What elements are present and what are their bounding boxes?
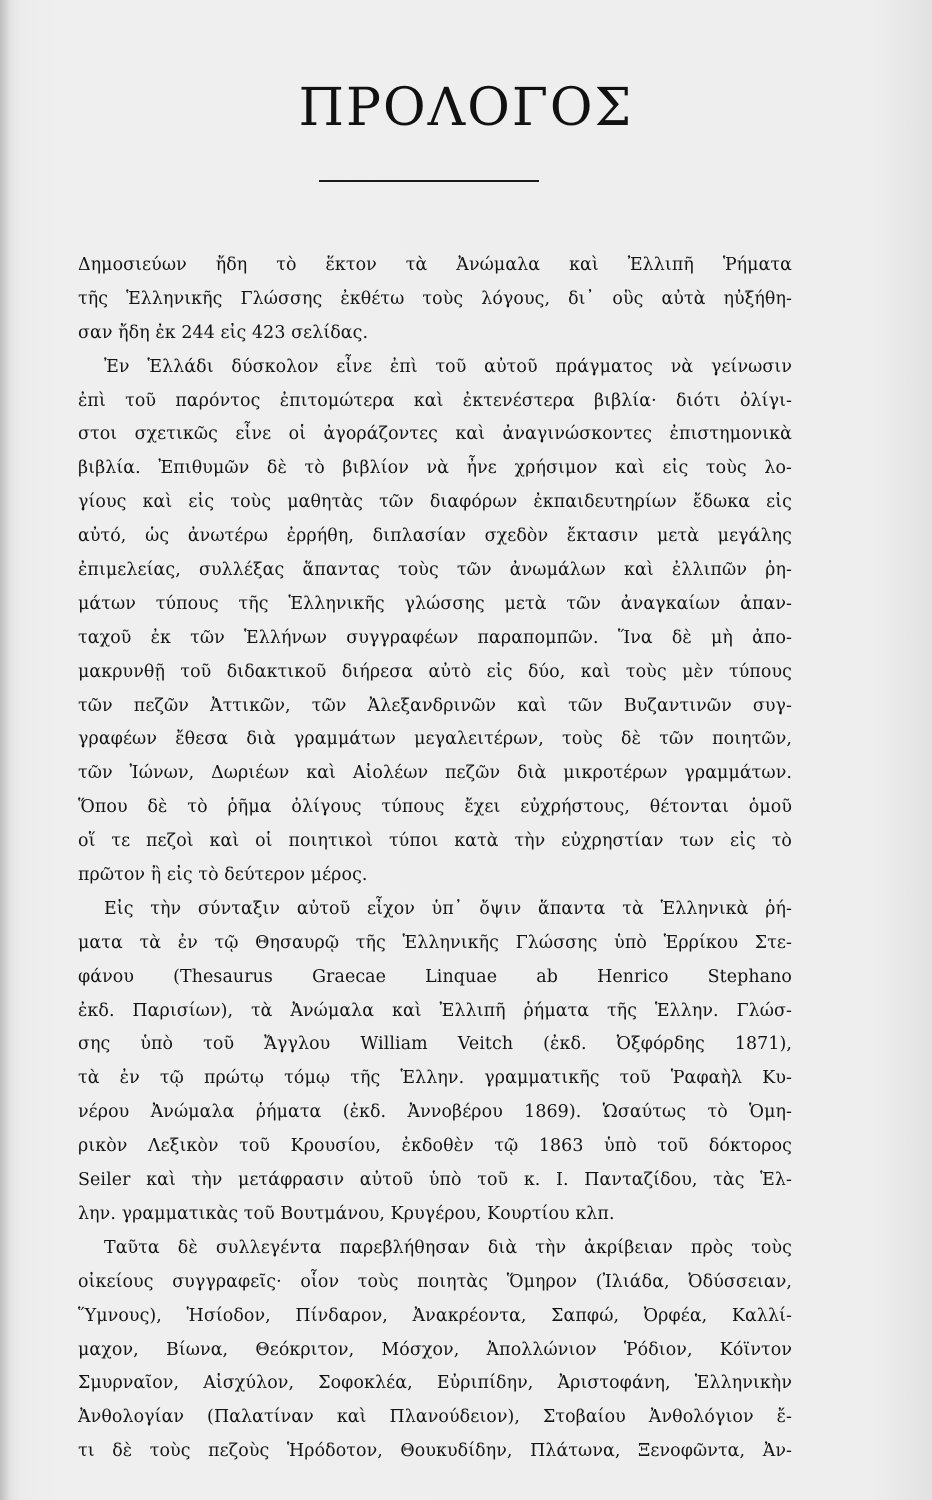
text-line: νέρου Ἀνώμαλα ῥήματα (ἐκδ. Ἀννοβέρου 1869). Ὡσαύτως τὸ Ὁμη-	[78, 1102, 792, 1123]
text-line: τῶν Ἰώνων, Δωριέων καὶ Αἰολέων πεζῶν διὰ μικροτέρων γραμμάτων.	[78, 763, 792, 784]
text-line: γίους καὶ εἰς τοὺς μαθητὰς τῶν διαφόρων ἐκπαιδευτηρίων ἔδωκα εἰς	[78, 492, 792, 513]
text-line: Ταῦτα δὲ συλλεγέντα παρεβλήθησαν διὰ τὴν ἀκρίβειαν πρὸς τοὺς	[104, 1237, 792, 1258]
text-line: μάτων τύπους τῆς Ἑλληνικῆς γλώσσης μετὰ τῶν ἀναγκαίων ἀπαν-	[78, 593, 792, 614]
text-line: λην. γραμματικὰς τοῦ Βουτμάνου, Κρυγέρου, Κουρτίου κλπ.	[78, 1203, 615, 1224]
text-line: οἰκείους συγγραφεῖς· οἷον τοὺς ποιητὰς Ὅμηρον (Ἰλιάδα, Ὀδύσσειαν,	[78, 1271, 792, 1292]
text-line: πρῶτον ἢ εἰς τὸ δεύτερον μέρος.	[78, 865, 368, 886]
text-line: Ἐν Ἑλλάδι δύσκολον εἶνε ἐπὶ τοῦ αὐτοῦ πράγματος νὰ γείνωσιν	[104, 356, 792, 377]
text-line: τὰ ἐν τῷ πρώτῳ τόμῳ τῆς Ἑλλην. γραμματικῆς τοῦ Ῥαφαὴλ Κυ-	[78, 1068, 792, 1089]
text-line: ταχοῦ ἐκ τῶν Ἑλλήνων συγγραφέων παραπομπῶν. Ἵνα δὲ μὴ ἀπο-	[78, 627, 792, 648]
text-line: τι δὲ τοὺς πεζοὺς Ἡρόδοτον, Θουκυδίδην, Πλάτωνα, Ξενοφῶντα, Ἀν-	[78, 1441, 792, 1462]
title-rule	[319, 180, 539, 182]
text-line: ρικὸν Λεξικὸν τοῦ Κρουσίου, ἐκδοθὲν τῷ 1863 ὑπὸ τοῦ δόκτορος	[78, 1136, 792, 1157]
text-line: τῆς Ἑλληνικῆς Γλώσσης ἐκθέτω τοὺς λόγους, δι᾽ οὓς αὐτὰ ηὐξήθη-	[78, 288, 792, 309]
text-line: σαν ἤδη ἐκ 244 εἰς 423 σελίδας.	[78, 322, 369, 343]
text-line: ἐπιμελείας, συλλέξας ἅπαντας τοὺς τῶν ἀνωμάλων καὶ ἐλλιπῶν ῥη-	[78, 560, 792, 581]
text-line: φάνου (Thesaurus Graecae Linquae ab Henrico Stephano	[78, 966, 792, 987]
page-title: ΠΡΟΛΟΓΟΣ	[298, 78, 634, 138]
text-line: μακρυνθῇ τοῦ διδακτικοῦ διήρεσα αὐτὸ εἰς δύο, καὶ τοὺς μὲν τύπους	[78, 661, 792, 682]
text-line: Εἰς τὴν σύνταξιν αὐτοῦ εἶχον ὑπ᾽ ὄψιν ἅπαντα τὰ Ἑλληνικὰ ῥή-	[104, 898, 792, 919]
text-line: Ὅπου δὲ τὸ ῥῆμα ὀλίγους τύπους ἔχει εὐχρήστους, θέτονται ὁμοῦ	[78, 797, 792, 818]
text-line: Ὕμνους), Ἡσίοδον, Πίνδαρον, Ἀνακρέοντα, Σαπφώ, Ὀρφέα, Καλλί-	[78, 1305, 792, 1326]
text-line: γραφέων ἔθεσα διὰ γραμμάτων μεγαλειτέρων, τοὺς δὲ τῶν ποιητῶν,	[78, 729, 792, 750]
text-line: οἵ τε πεζοὶ καὶ οἱ ποιητικοὶ τύποι κατὰ τὴν εὐχρηστίαν των εἰς τὸ	[78, 831, 792, 852]
text-line: ἐκδ. Παρισίων), τὰ Ἀνώμαλα καὶ Ἐλλιπῆ ῥήματα τῆς Ἑλλην. Γλώσ-	[78, 1000, 792, 1021]
text-line: σης ὑπὸ τοῦ Ἄγγλου William Veitch (ἐκδ. Ὀξφόρδης 1871),	[78, 1034, 792, 1055]
text-line: Ἀνθολογίαν (Παλατίναν καὶ Πλανούδειον), Στοβαίου Ἀνθολόγιον ἔ-	[78, 1407, 792, 1428]
text-line: ἐπὶ τοῦ παρόντος ἐπιτομώτερα καὶ ἐκτενέστερα βιβλία· διότι ὀλίγι-	[78, 390, 792, 411]
text-line: ματα τὰ ἐν τῷ Θησαυρῷ τῆς Ἑλληνικῆς Γλώσσης ὑπὸ Ἑρρίκου Στε-	[78, 932, 792, 953]
text-line: Σμυρναῖον, Αἰσχύλον, Σοφοκλέα, Εὐριπίδην, Ἀριστοφάνη, Ἑλληνικὴν	[78, 1373, 792, 1394]
body-text	[78, 249, 792, 1469]
text-line: μαχον, Βίωνα, Θεόκριτον, Μόσχον, Ἀπολλώνιον Ῥόδιον, Κόϊντον	[78, 1339, 792, 1360]
text-line: βιβλία. Ἐπιθυμῶν δὲ τὸ βιβλίον νὰ ἦνε χρήσιμον καὶ εἰς τοὺς λο-	[78, 458, 792, 479]
text-line: Seiler καὶ τὴν μετάφρασιν αὐτοῦ ὑπὸ τοῦ κ. Ι. Πανταζίδου, τὰς Ἑλ-	[78, 1170, 792, 1191]
text-line: τῶν πεζῶν Ἀττικῶν, τῶν Ἀλεξανδρινῶν καὶ τῶν Βυζαντινῶν συγ-	[78, 695, 792, 716]
text-line: αὐτό, ὡς ἀνωτέρω ἐρρήθη, διπλασίαν σχεδὸν ἔκτασιν μετὰ μεγάλης	[78, 526, 792, 547]
text-line: Δημοσιεύων ἤδη τὸ ἕκτον τὰ Ἀνώμαλα καὶ Ἐλλιπῆ Ῥήματα	[78, 255, 792, 275]
page-edge-shadow	[0, 0, 10, 1500]
text-line: στοι σχετικῶς εἶνε οἱ ἀγοράζοντες καὶ ἀναγινώσκοντες ἐπιστημονικὰ	[78, 424, 792, 445]
